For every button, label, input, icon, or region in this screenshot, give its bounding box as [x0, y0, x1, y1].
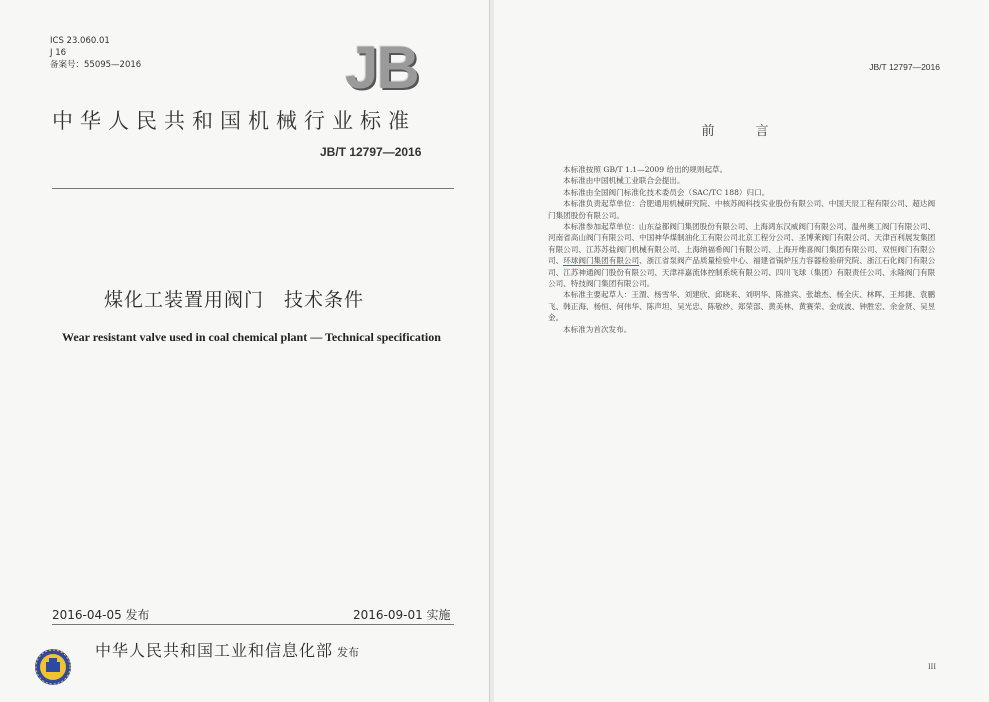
standard-number: JB/T 12797—2016 — [320, 145, 422, 159]
issuer-name: 中华人民共和国工业和信息化部 — [95, 641, 334, 660]
jb-logo: JB — [345, 34, 418, 101]
paragraph: 本标准由全国阀门标准化技术委员会（SAC/TC 188）归口。 — [563, 187, 770, 197]
ics-code: ICS 23.060.01 — [50, 36, 110, 46]
implement-date: 2016-09-01 实施 — [353, 608, 451, 622]
page-number: III — [928, 662, 936, 671]
paragraph: 本标准由中国机械工业联合会提出。 — [563, 176, 685, 186]
standard-title: 中华人民共和国机械行业标准 — [52, 109, 416, 133]
j-code: J 16 — [50, 48, 67, 58]
paragraph: 本标准为首次发布。 — [563, 324, 632, 334]
paragraph: 本标准主要起草人：王渭、杨雪华、刘建欣、邱晓来、刘明华、陈推宾、张雄杰、杨全庆、林晖、王邦捷、袁鹏飞、韩正海、杨恒、何伟华、陈声坦、吴光忠、陈敬纱、郑荣部、黄美林、黄赛荣、金成波、钟胜宏、余金贤、吴昱金。 — [548, 290, 936, 323]
header-standard-number: JB/T 12797—2016 — [869, 62, 940, 72]
divider — [52, 188, 454, 189]
issuer — [95, 638, 359, 661]
record-number: 备案号：55095—2016 — [50, 60, 142, 70]
cover-page — [0, 0, 490, 702]
foreword-title: 前 言 — [701, 124, 783, 139]
paragraph: 本标准负责起草单位：合肥通用机械研究院、中核苏阀科技实业股份有限公司、中国天辰工程有限公司、超达阀门集团股份有限公司。 — [548, 199, 936, 220]
paragraph: 本标准按照 GB/T 1.1—2009 给出的规则起草。 — [563, 165, 728, 174]
paragraph-participants — [548, 221, 938, 289]
ministry-emblem-icon — [34, 648, 72, 686]
foreword-page — [494, 0, 990, 702]
participants-part1: 本标准参加起草单位：山东益都阀门集团股份有限公司、上海鸿东汉威阀门有限公司、温州奥工阀门有限公司、河南省高山阀门有限公司、中国神华煤制油化工有限公司北京工程分公司、圣博莱阀门有限公司、天津百利展发集团有限公司、江苏苏盐阀门机械有限公司、上海纳福希阀门有限公司、上海开维喜阀门集团有限公司、双恒阀门有限公司、 — [548, 222, 936, 266]
publish-date: 2016-04-05 发布 — [52, 608, 150, 622]
bottom-divider — [52, 624, 454, 625]
foreword-body — [548, 164, 938, 335]
document-title-en: Wear resistant valve used in coal chemical plant — Technical specification — [62, 330, 441, 344]
issuer-suffix: 发布 — [337, 646, 360, 659]
participants-part2: 、浙江省泵阀产品质量检验中心、福建省锅炉压力容器检验研究院、浙江石化阀门有限公司、江苏神通阀门股份有限公司、天津祥嘉流体控制系统有限公司、四川飞球（集团）有限责任公司、永隆阀门有限公司、特技阀门集团有限公司。 — [548, 256, 936, 289]
document-title-cn: 煤化工装置用阀门 技术条件 — [104, 289, 365, 311]
highlighted-company: 环球阀门集团有限公司 — [563, 256, 640, 266]
